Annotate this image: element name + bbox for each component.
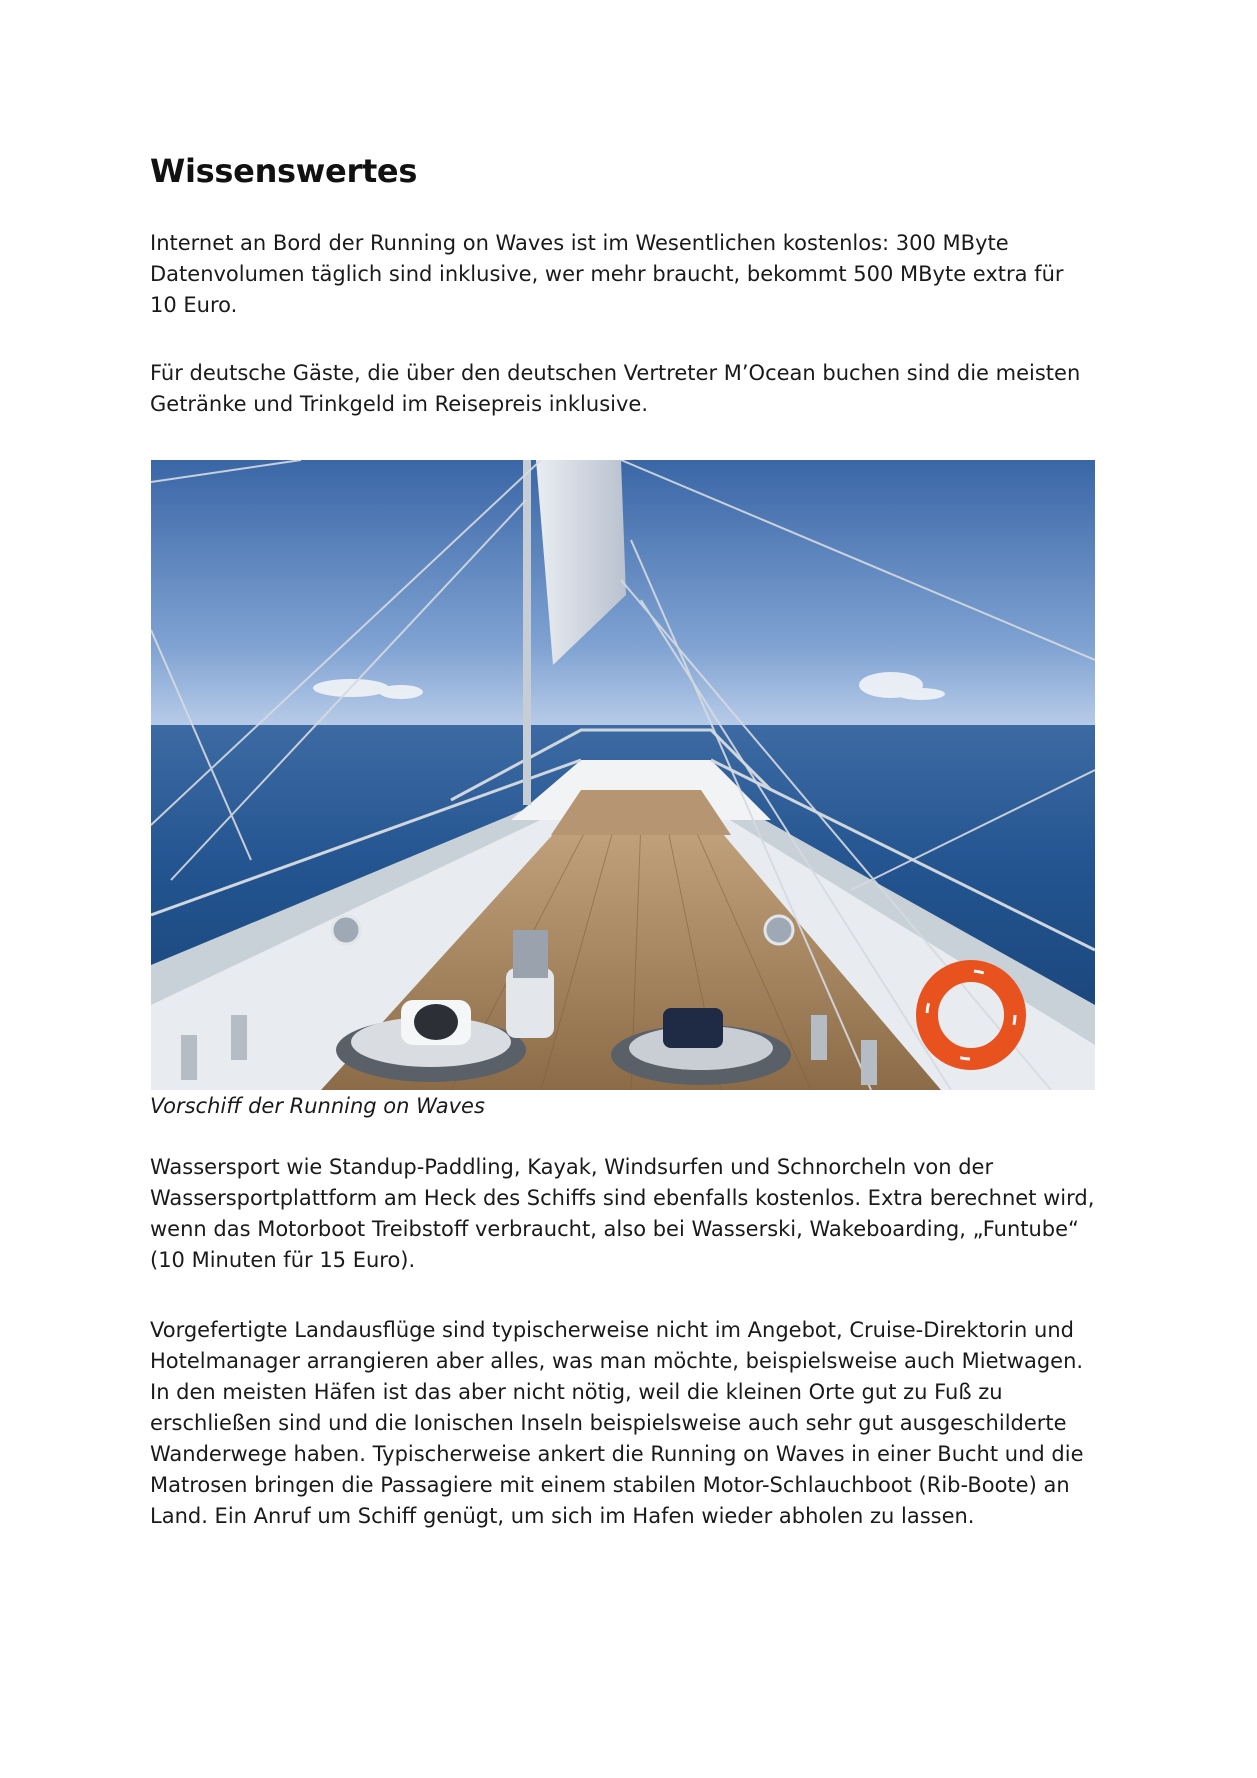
paragraph-internet: Internet an Bord der Running on Waves ist im Wesentlichen kostenlos: 300 MByte Datenvolumen täglich sind inklusive, wer mehr braucht, bekommt 500 MByte extra für 10 Euro. bbox=[150, 231, 1064, 317]
paragraph-wassersport: Wassersport wie Standup-Paddling, Kayak, Windsurfen und Schnorcheln von der Wassersportplattform am Heck des Schiffs sind ebenfalls kostenlos. Extra berechnet wird, wenn das Motorboot Treibstoff verbraucht, also bei Wasserski, Wakeboarding, „Funtube“ (10 Minuten für 15 Euro). bbox=[150, 1155, 1095, 1272]
ship-bow-photo bbox=[151, 460, 1095, 1090]
page-heading: Wissenswertes bbox=[150, 152, 418, 190]
paragraph-landausfluege: Vorgefertigte Landausflüge sind typischerweise nicht im Angebot, Cruise-Direktorin und Hotelmanager arrangieren aber alles, was man möchte, beispielsweise auch Mietwagen. In den meisten Häfen ist das aber nicht nötig, weil die kleinen Orte gut zu Fuß zu erschließen sind und die Ionischen Inseln beispielsweise auch sehr gut ausgeschilderte Wanderwege haben. Typischerweise ankert die Running on Waves in einer Bucht und die Matrosen bringen die Passagiere mit einem stabilen Motor-Schlauchboot (Rib-Boote) an Land. Ein Anruf um Schiff genügt, um sich im Hafen wieder abholen zu lassen. bbox=[150, 1318, 1084, 1528]
paragraph-getraenke: Für deutsche Gäste, die über den deutschen Vertreter M’Ocean buchen sind die meisten Getränke und Trinkgeld im Reisepreis inklusive. bbox=[150, 361, 1081, 416]
photo-caption: Vorschiff der Running on Waves bbox=[150, 1094, 485, 1118]
